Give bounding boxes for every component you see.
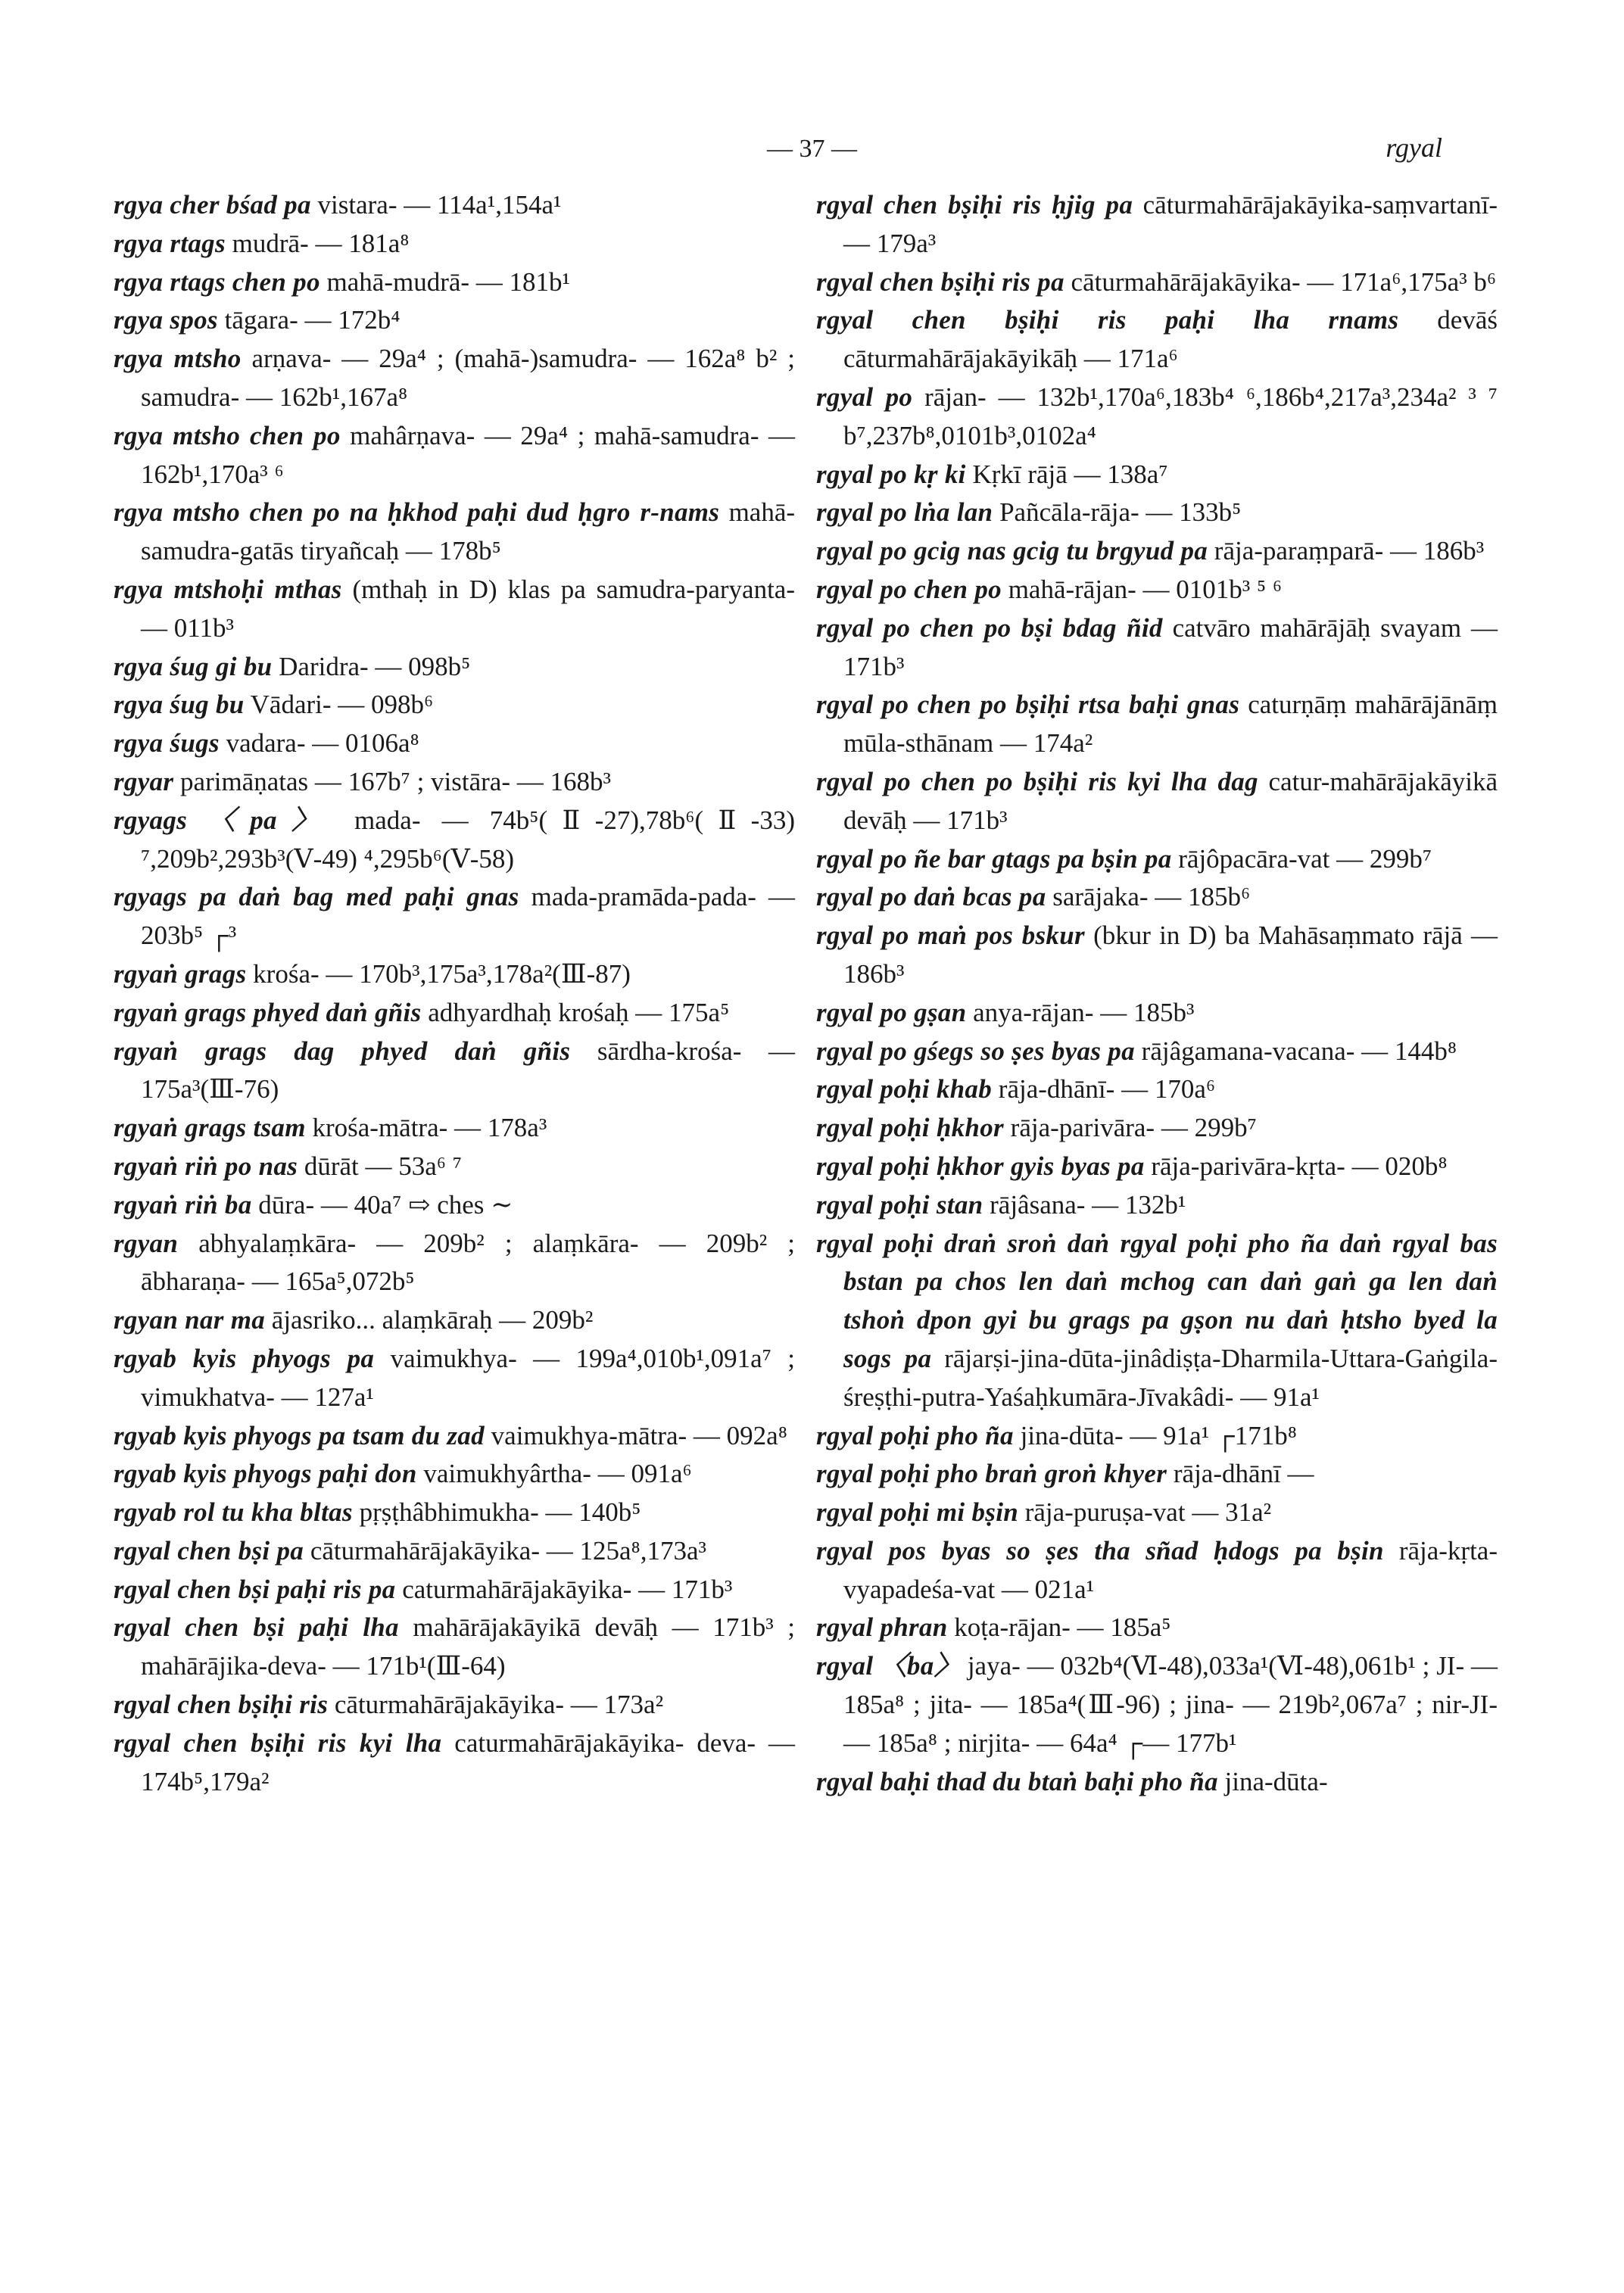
tibetan-headword: rgyal chen bṣiḥi ris ḥjig pa [816,190,1133,220]
dictionary-entry [114,1109,795,1148]
sanskrit-gloss: ājasriko... alaṃkāraḥ — 209b² [271,1305,594,1335]
tibetan-headword: rgyab kyis phyogs pa tsam du zad [114,1420,485,1450]
sanskrit-gloss: rājâgamana-vacana- — 144b⁸ [1141,1036,1457,1066]
dictionary-entry [114,417,795,494]
dictionary-entry [114,494,795,571]
dictionary-entry [816,1609,1498,1647]
sanskrit-gloss: rāja-puruṣa-vat — 31a² [1024,1497,1272,1528]
sanskrit-gloss: jina-dūta- [1224,1766,1328,1796]
sanskrit-gloss: anya-rājan- — 185b³ [973,997,1195,1027]
dictionary-entry [816,1455,1498,1494]
sanskrit-gloss: arṇava- — 29a⁴ ; (mahā-)samudra- — 162a⁸ b² ; samudra- — 162b¹,167a⁸ [141,344,795,412]
dictionary-entry [114,994,795,1033]
sanskrit-gloss: adhyardhaḥ krośaḥ — 175a⁵ [428,997,730,1027]
sanskrit-gloss: koṭa-rājan- — 185a⁵ [954,1612,1171,1643]
dictionary-entry [816,878,1498,917]
dictionary-entry [816,763,1498,840]
tibetan-headword: rgyal 〈ba〉 [816,1651,961,1681]
tibetan-headword: rgyal po ñe bar gtags pa bṣin pa [816,843,1172,874]
sanskrit-gloss: mahā-rājan- — 0101b³ ⁵ ⁶ [1008,574,1283,604]
running-head: rgyal [1386,132,1442,163]
tibetan-headword: rgyaṅ riṅ ba [114,1189,252,1220]
sanskrit-gloss: rāja-dhānī- — 170a⁶ [998,1074,1216,1104]
dictionary-entry [816,686,1498,763]
dictionary-entry [114,1455,795,1494]
sanskrit-gloss: krośa- — 170b³,175a³,178a²(Ⅲ-87) [253,958,631,989]
dictionary-entry [816,1109,1498,1148]
sanskrit-gloss: caturmahārājakāyika- — 171b³ [402,1574,733,1604]
tibetan-headword: rgyal po daṅ bcas pa [816,882,1046,912]
tibetan-headword: rgyal chen bṣi paḥi ris pa [114,1574,396,1604]
dictionary-entry [114,1340,795,1417]
tibetan-headword: rgyaṅ grags tsam [114,1113,306,1143]
dictionary-entry [114,1301,795,1340]
tibetan-headword: rgyal poḥi draṅ sroṅ daṅ rgyal poḥi pho ña daṅ rgyal bas bstan pa chos len daṅ mchog can daṅ gaṅ ga len daṅ tshoṅ dpon gyi bu grags pa gṣon nu daṅ ḥtsho byed la sogs pa [816,1228,1498,1373]
sanskrit-gloss: mahârṇava- — 29a⁴ ; mahā-samudra- — 162b¹,170a³ ⁶ [141,420,796,489]
sanskrit-gloss: cāturmahārājakāyika-saṃvartanī- — 179a³ [843,190,1498,258]
tibetan-headword: rgyan nar ma [114,1305,266,1335]
dictionary-entry [816,1763,1498,1802]
dictionary-entry [114,1724,795,1802]
dictionary-entry [816,1186,1498,1225]
sanskrit-gloss: catvāro mahārājāḥ svayam — 171b³ [843,612,1498,681]
sanskrit-gloss: cāturmahārājakāyika- — 173a² [334,1690,664,1720]
tibetan-headword: rgyal poḥi ḥkhor gyis byas pa [816,1151,1145,1181]
sanskrit-gloss: vadara- — 0106a⁸ [226,728,419,759]
tibetan-headword: rgyal chen bṣi paḥi lha [114,1612,399,1643]
tibetan-headword: rgyal chen bṣiḥi ris [114,1690,329,1720]
tibetan-headword: rgyags pa daṅ bag med paḥi gnas [114,882,519,912]
dictionary-entry [114,263,795,302]
tibetan-headword: rgyal phran [816,1612,948,1643]
dictionary-entry [816,1417,1498,1456]
sanskrit-gloss: parimāṇatas — 167b⁷ ; vistāra- — 168b³ [180,766,611,796]
tibetan-headword: rgyal po [816,382,913,412]
tibetan-headword: rgyar [114,766,174,796]
dictionary-entry [114,186,795,225]
dictionary-entry [114,225,795,263]
sanskrit-gloss: mudrā- — 181a⁸ [232,228,410,258]
sanskrit-gloss: rāja-dhānī — [1173,1459,1314,1489]
sanskrit-gloss: Vādari- — 098b⁶ [250,690,434,720]
tibetan-headword: rgyal po lṅa lan [816,497,993,528]
tibetan-headword: rgyags 〈pa〉 [114,805,333,835]
tibetan-headword: rgyal po chen po bṣi bdag ñid [816,612,1163,643]
dictionary-entry [114,802,795,879]
tibetan-headword: rgyal po chen po bṣiḥi rtsa baḥi gnas [816,690,1240,720]
sanskrit-gloss: (bkur in D) ba Mahāsaṃmato rājā — 186b³ [843,921,1498,989]
tibetan-headword: rgyal po gcig nas gcig tu brgyud pa [816,536,1208,566]
tibetan-headword: rgya mtsho chen po [114,420,341,450]
tibetan-headword: rgyal poḥi khab [816,1074,993,1104]
dictionary-entry [816,571,1498,609]
dictionary-entry [114,1532,795,1571]
dictionary-entry [114,1186,795,1225]
dictionary-entry [114,724,795,763]
sanskrit-gloss: rāja-paraṃparā- — 186b³ [1214,536,1485,566]
tibetan-headword: rgya spos [114,305,218,335]
tibetan-headword: rgyal po gṣan [816,997,967,1027]
sanskrit-gloss: vistara- — 114a¹,154a¹ [317,190,562,220]
tibetan-headword: rgyal pos byas so ṣes tha sñad ḥdogs pa bṣin [816,1535,1384,1566]
dictionary-entry [816,532,1498,571]
dictionary-entry [816,456,1498,494]
sanskrit-gloss: mada-pramāda-pada- — 203b⁵ ┌³ [141,882,796,951]
tibetan-headword: rgyaṅ riṅ po nas [114,1151,298,1181]
dictionary-entry [114,1494,795,1532]
tibetan-headword: rgyal po chen po bṣiḥi ris kyi lha dag [816,766,1258,796]
sanskrit-gloss: mahā-mudrā- — 181b¹ [326,266,571,297]
tibetan-headword: rgya cher bśad pa [114,190,311,220]
tibetan-headword: rgyal poḥi pho ña [816,1420,1014,1450]
dictionary-entry [816,263,1498,302]
tibetan-headword: rgyal chen bṣiḥi ris pa [816,266,1064,297]
dictionary-entry [114,571,795,648]
tibetan-headword: rgyal poḥi mi bṣin [816,1497,1018,1528]
tibetan-headword: rgya śug gi bu [114,651,273,681]
sanskrit-gloss: caturmahārājakāyika- deva- — 174b⁵,179a² [141,1728,796,1796]
sanskrit-gloss: caturṇāṃ mahārājānāṃ mūla-sthānam — 174a² [843,690,1498,759]
sanskrit-gloss: Kṛkī rājā — 138a⁷ [972,459,1168,489]
sanskrit-gloss: cāturmahārājakāyika- — 125a⁸,173a³ [310,1535,706,1566]
dictionary-entry [816,1532,1498,1609]
tibetan-headword: rgyaṅ grags [114,958,247,989]
dictionary-entry [114,340,795,417]
sanskrit-gloss: dūra- — 40a⁷ ⇨ ches ∼ [258,1189,513,1220]
tibetan-headword: rgyaṅ grags dag phyed daṅ gñis [114,1036,571,1066]
tibetan-headword: rgyal po maṅ pos bskur [816,921,1085,951]
sanskrit-gloss: rājarṣi-jina-dūta-jinâdiṣṭa-Dharmila-Uttara-Gaṅgila-śreṣṭhi-putra-Yaśaḥkumāra-Jīvakâdi- — 91a¹ [843,1343,1498,1412]
dictionary-entry [816,1148,1498,1186]
tibetan-headword: rgya śugs [114,728,220,759]
sanskrit-gloss: Daridra- — 098b⁵ [279,651,471,681]
sanskrit-gloss: rājôpacāra-vat — 299b⁷ [1178,843,1432,874]
sanskrit-gloss: rāja-parivāra- — 299b⁷ [1010,1113,1257,1143]
dictionary-entry [816,186,1498,263]
dictionary-entry [816,994,1498,1033]
sanskrit-gloss: jaya- — 032b⁴(Ⅵ-48),033a¹(Ⅵ-48),061b¹ ; JI- — 185a⁸ ; jita- — 185a⁴(Ⅲ-96) ; jina- — 219b²,067a⁷ ; nir-JI- — 185a⁸ ; nirjita- — 64a⁴ ┌— 177b¹ [843,1651,1498,1758]
tibetan-headword: rgyal poḥi pho braṅ groṅ khyer [816,1459,1167,1489]
tibetan-headword: rgyal chen bṣiḥi ris kyi lha [114,1728,442,1758]
dictionary-entry [114,301,795,340]
dictionary-entry [816,1647,1498,1762]
tibetan-headword: rgya mtsho chen po na ḥkhod paḥi dud ḥgro r-nams [114,497,720,528]
sanskrit-gloss: dūrāt — 53a⁶ ⁷ [304,1151,462,1181]
dictionary-entry [114,955,795,994]
tibetan-headword: rgya mtsho [114,344,242,374]
dictionary-entry [816,301,1498,379]
sanskrit-gloss: catur-mahārājakāyikā devāḥ — 171b³ [843,766,1498,835]
sanskrit-gloss: (mthaḥ in D) klas pa samudra-paryanta- — 011b³ [141,574,795,643]
dictionary-entry [816,917,1498,994]
sanskrit-gloss: vaimukhyârtha- — 091a⁶ [423,1459,692,1489]
tibetan-headword: rgya rtags chen po [114,266,320,297]
sanskrit-gloss: rāja-parivāra-kṛta- — 020b⁸ [1151,1151,1448,1181]
tibetan-headword: rgya śug bu [114,690,245,720]
sanskrit-gloss: devāś cāturmahārājakāyikāḥ — 171a⁶ [843,305,1498,374]
sanskrit-gloss: mahā-samudra-gatās tiryañcaḥ — 178b⁵ [141,497,796,566]
sanskrit-gloss: Pañcāla-rāja- — 133b⁵ [999,497,1242,528]
tibetan-headword: rgyal po gśegs so ṣes byas pa [816,1036,1135,1066]
sanskrit-gloss: rāja-kṛta-vyapadeśa-vat — 021a¹ [843,1535,1498,1604]
tibetan-headword: rgya mtshoḥi mthas [114,574,342,604]
sanskrit-gloss: vaimukhya-mātra- — 092a⁸ [491,1420,787,1450]
sanskrit-gloss: pṛṣṭhâbhimukha- — 140b⁵ [359,1497,641,1528]
sanskrit-gloss: sarājaka- — 185b⁶ [1052,882,1251,912]
dictionary-entry [114,648,795,687]
tibetan-headword: rgyan [114,1228,179,1258]
dictionary-entry [114,1417,795,1456]
dictionary-entry [816,609,1498,687]
tibetan-headword: rgyal baḥi thad du btaṅ baḥi pho ña [816,1766,1218,1796]
sanskrit-gloss: mada- — 74b⁵(Ⅱ-27),78b⁶(Ⅱ-33) ⁷,209b²,293b³(Ⅴ-49) ⁴,295b⁶(Ⅴ-58) [141,805,795,874]
tibetan-headword: rgyal poḥi ḥkhor [816,1113,1004,1143]
sanskrit-gloss: cāturmahārājakāyika- — 171a⁶,175a³ b⁶ [1071,266,1497,297]
dictionary-entry [114,1571,795,1609]
right-column [816,186,1498,1801]
dictionary-entry [114,1148,795,1186]
tibetan-headword: rgyab rol tu kha bltas [114,1497,353,1528]
sanskrit-gloss: mahārājakāyikā devāḥ — 171b³ ; mahārājika-deva- — 171b¹(Ⅲ-64) [141,1612,795,1681]
tibetan-headword: rgyab kyis phyogs pa [114,1343,375,1373]
dictionary-entry [816,1494,1498,1532]
tibetan-headword: rgyal chen bṣi pa [114,1535,304,1566]
tibetan-headword: rgyab kyis phyogs paḥi don [114,1459,417,1489]
dictionary-entry [816,1225,1498,1417]
dictionary-entry [114,1033,795,1110]
sanskrit-gloss: rājan- — 132b¹,170a⁶,183b⁴ ⁶,186b⁴,217a³,234a² ³ ⁷ b⁷,237b⁸,0101b³,0102a⁴ [843,382,1498,450]
dictionary-entry [816,379,1498,456]
tibetan-headword: rgyaṅ grags phyed daṅ gñis [114,997,422,1027]
dictionary-entry [816,1033,1498,1071]
sanskrit-gloss: vaimukhya- — 199a⁴,010b¹,091a⁷ ; vimukhatva- — 127a¹ [141,1343,795,1412]
sanskrit-gloss: sārdha-krośa- — 175a³(Ⅲ-76) [141,1036,796,1104]
sanskrit-gloss: krośa-mātra- — 178a³ [312,1113,547,1143]
sanskrit-gloss: jina-dūta- — 91a¹ ┌171b⁸ [1020,1420,1297,1450]
dictionary-entry [114,763,795,802]
dictionary-entry [114,1225,795,1302]
dictionary-entry [114,878,795,955]
dictionary-entry [114,1609,795,1686]
dictionary-entry [114,686,795,724]
dictionary-entry [816,494,1498,532]
tibetan-headword: rgya rtags [114,228,226,258]
tibetan-headword: rgyal po chen po [816,574,1002,604]
tibetan-headword: rgyal chen bṣiḥi ris paḥi lha rnams [816,305,1399,335]
sanskrit-gloss: tāgara- — 172b⁴ [224,305,401,335]
page-number: — 37 — [767,135,857,163]
sanskrit-gloss: abhyalaṃkāra- — 209b² ; alaṃkāra- — 209b² ; ābharaṇa- — 165a⁵,072b⁵ [141,1228,796,1297]
dictionary-entry [816,840,1498,879]
tibetan-headword: rgyal po kṛ ki [816,459,966,489]
sanskrit-gloss: rājâsana- — 132b¹ [990,1189,1186,1220]
left-column [114,186,795,1801]
dictionary-entry [816,1070,1498,1109]
dictionary-entry [114,1686,795,1724]
tibetan-headword: rgyal poḥi stan [816,1189,983,1220]
